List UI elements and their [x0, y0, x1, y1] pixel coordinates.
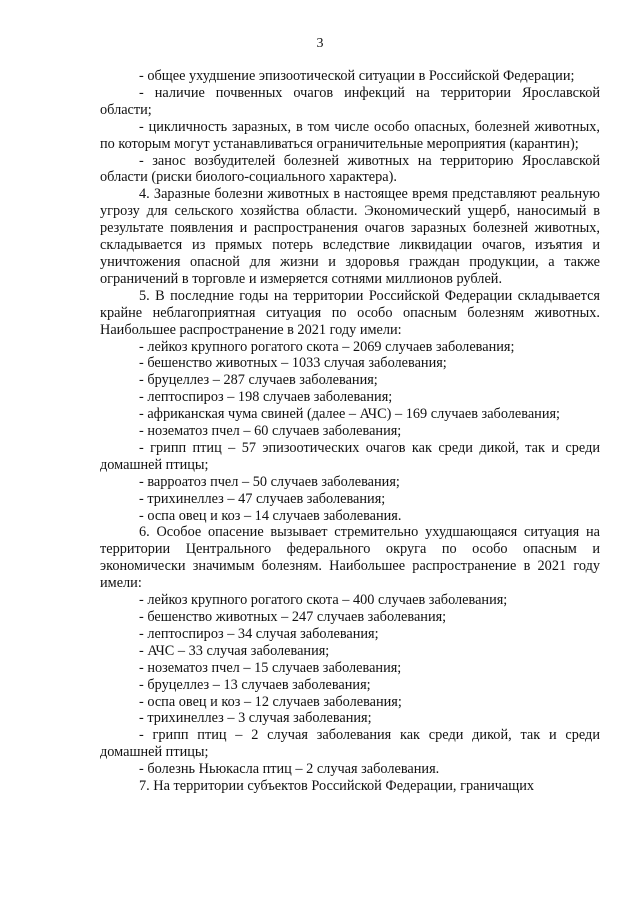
list-item-cfd-newcastle: - болезнь Ньюкасла птиц – 2 случая заболевания. [139, 761, 440, 778]
list-item-rf-brucellosis: - бруцеллез – 287 случаев заболевания; [139, 372, 378, 389]
list-item-rf-sheep-pox: - оспа овец и коз – 14 случаев заболевания. [139, 507, 402, 524]
list-item-pathogen-import: - занос возбудителей болезней животных на территорию Ярославской области (риски биолого-социального характера). [100, 152, 600, 186]
list-item-cfd-brucellosis: - бруцеллез – 13 случаев заболевания; [139, 676, 371, 693]
list-item-cfd-leukosis: - лейкоз крупного рогатого скота – 400 случаев заболевания; [139, 592, 508, 609]
list-item-rf-leptospirosis: - лептоспироз – 198 случаев заболевания; [139, 389, 393, 406]
list-item-rf-nosematosis: - нозематоз пчел – 60 случаев заболевания; [139, 423, 402, 440]
list-item-cyclicity: - цикличность заразных, в том числе особо опасных, болезней животных, по которым могут устанавливаться ограничительные мероприятия (карантин); [100, 118, 600, 152]
list-item-cfd-leptospirosis: - лептоспироз – 34 случая заболевания; [139, 625, 379, 642]
list-item-rf-avian-flu: - грипп птиц – 57 эпизоотических очагов как среди дикой, так и среди домашней птицы; [100, 439, 600, 473]
document-body [100, 68, 600, 795]
list-item-rf-asf: - африканская чума свиней (далее – АЧС) – 169 случаев заболевания; [139, 406, 561, 423]
paragraph-6: 6. Особое опасение вызывает стремительно ухудшающаяся ситуация на территории Центрального федерального округа по особо опасным и экономически значимым болезням. Наибольшее распространение в 2021 году имели: [100, 524, 600, 592]
list-item-cfd-asf: - АЧС – 33 случая заболевания; [139, 642, 330, 659]
paragraph-7: 7. На территории субъектов Российской Федерации, граничащих [139, 778, 535, 795]
list-item-cfd-sheep-pox: - оспа овец и коз – 12 случаев заболевания; [139, 693, 402, 710]
list-item-rf-trichinellosis: - трихинеллез – 47 случаев заболевания; [139, 490, 386, 507]
list-item-rf-leukosis: - лейкоз крупного рогатого скота – 2069 случаев заболевания; [139, 338, 515, 355]
list-item-cfd-trichinellosis: - трихинеллез – 3 случая заболевания; [139, 710, 372, 727]
page-number: 3 [316, 36, 324, 51]
list-item-deterioration: - общее ухудшение эпизоотической ситуации в Российской Федерации; [139, 68, 575, 84]
paragraph-4: 4. Заразные болезни животных в настоящее время представляют реальную угрозу для сельского хозяйства области. Экономический ущерб, наносимый в результате появления и распространения очагов заразных болезней животных, складывается из прямых потерь вследствие ликвидации очагов, изъятия и уничтожения опасной для жизни и здоровья граждан продукции, а также ограничений в торговле и измеряется сотнями миллионов рублей. [100, 186, 600, 287]
list-item-rf-varroatosis: - варроатоз пчел – 50 случаев заболевания; [139, 473, 400, 490]
list-item-cfd-avian-flu: - грипп птиц – 2 случая заболевания как среди дикой, так и среди домашней птицы; [100, 727, 600, 761]
list-item-rf-rabies: - бешенство животных – 1033 случая заболевания; [139, 355, 447, 372]
paragraph-5: 5. В последние годы на территории Российской Федерации складывается крайне неблагоприятная ситуация по особо опасным болезням животных. Наибольшее распространение в 2021 году имели: [100, 287, 600, 338]
list-item-cfd-nosematosis: - нозематоз пчел – 15 случаев заболевания; [139, 659, 402, 676]
list-item-cfd-rabies: - бешенство животных – 247 случаев заболевания; [139, 609, 447, 625]
list-item-soil-foci: - наличие почвенных очагов инфекций на территории Ярославской области; [100, 84, 600, 118]
